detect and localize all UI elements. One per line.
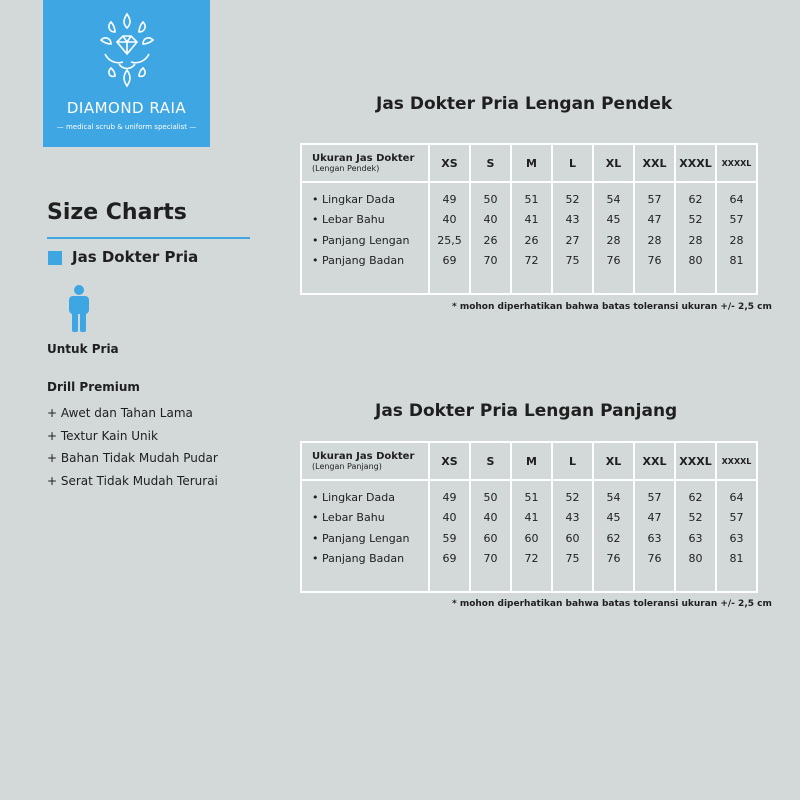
table-row (302, 549, 756, 570)
table-cell: 57 (729, 511, 744, 525)
table-cell: 76 (594, 549, 635, 570)
table-title: Jas Dokter Pria Lengan Panjang (375, 401, 678, 421)
table-header-label: Ukuran Jas Dokter (Lengan Pendek) (302, 145, 430, 183)
table-cell: 49 (430, 183, 471, 210)
size-header: XL (594, 443, 635, 481)
table-cell: 43 (553, 508, 594, 529)
table-cell: 75 (553, 251, 594, 272)
feature-item: + Serat Tidak Mudah Terurai (47, 473, 218, 488)
table-cell: 57 (635, 183, 676, 210)
table-cell: 52 (553, 183, 594, 210)
row-label: • Panjang Badan (302, 549, 430, 570)
row-label: • Lingkar Dada (302, 481, 430, 508)
table-cell: 50 (471, 481, 512, 508)
table-cell: 45 (594, 508, 635, 529)
table-cell: 63 (676, 528, 717, 549)
table-cell: 72 (512, 251, 553, 272)
table-cell: 40 (471, 508, 512, 529)
table-cell: 27 (553, 230, 594, 251)
category-square-icon (48, 251, 62, 265)
table-cell: 47 (635, 508, 676, 529)
gender-label: Untuk Pria (47, 342, 119, 356)
table-row (302, 230, 756, 251)
feature-item: + Textur Kain Unik (47, 428, 158, 443)
table-cell: 52 (676, 210, 717, 231)
size-header: XXXXL (717, 145, 756, 183)
table-cell: 80 (676, 251, 717, 272)
category-label: Jas Dokter Pria (72, 248, 199, 266)
table-cell: 57 (635, 481, 676, 508)
table-cell: 81 (729, 552, 744, 566)
size-header: S (471, 145, 512, 183)
row-label: • Panjang Badan (302, 251, 430, 272)
row-label: • Lebar Bahu (302, 210, 430, 231)
table-cell: 54 (594, 183, 635, 210)
table-cell: 60 (553, 528, 594, 549)
row-label: • Panjang Lengan (302, 528, 430, 549)
table-cell: 63 (635, 528, 676, 549)
size-header: XXXL (676, 145, 717, 183)
table-cell: 41 (512, 210, 553, 231)
table-cell: 49 (430, 481, 471, 508)
table-spacer-row (302, 271, 756, 293)
table-cell: 52 (676, 508, 717, 529)
table-cell: 40 (471, 210, 512, 231)
row-label: • Lingkar Dada (302, 183, 430, 210)
table-cell: 43 (553, 210, 594, 231)
table-row (302, 481, 756, 508)
table-cell: 28 (635, 230, 676, 251)
table-cell: 25,5 (430, 230, 471, 251)
size-header: M (512, 145, 553, 183)
diamond-logo-icon (97, 8, 157, 94)
table-cell: 47 (635, 210, 676, 231)
size-header: XL (594, 145, 635, 183)
brand-name: DIAMOND RAIA (66, 99, 187, 117)
table-cell: 28 (729, 233, 744, 247)
table-cell: 62 (676, 481, 717, 508)
table-cell: 57 (729, 213, 744, 227)
size-table-long-sleeve (300, 441, 758, 593)
table-cell: 64 (729, 490, 744, 504)
size-header: M (512, 443, 553, 481)
table-header-label: Ukuran Jas Dokter (Lengan Panjang) (302, 443, 430, 481)
table-row (302, 210, 756, 231)
table-cell: 63 (729, 531, 744, 545)
table-cell: 52 (553, 481, 594, 508)
table-cell: 60 (512, 528, 553, 549)
table-cell: 70 (471, 251, 512, 272)
table-cell: 75 (553, 549, 594, 570)
size-header: S (471, 443, 512, 481)
table-cell: 76 (594, 251, 635, 272)
size-header: L (553, 443, 594, 481)
fabric-title: Drill Premium (47, 380, 140, 394)
size-table-short-sleeve (300, 143, 758, 295)
size-header: XXXXL (717, 443, 756, 481)
table-cell: 51 (512, 183, 553, 210)
table-row (302, 508, 756, 529)
table-cell: 81 (729, 254, 744, 268)
table-cell: 64 (729, 192, 744, 206)
table-cell: 28 (594, 230, 635, 251)
page-heading: Size Charts (47, 200, 187, 225)
table-cell: 69 (430, 549, 471, 570)
table-spacer-row (302, 569, 756, 591)
table-cell: 72 (512, 549, 553, 570)
size-header: XXXL (676, 443, 717, 481)
table-cell: 41 (512, 508, 553, 529)
table-cell: 80 (676, 549, 717, 570)
size-header: XS (430, 145, 471, 183)
size-header: XXL (635, 443, 676, 481)
table-cell: 40 (430, 210, 471, 231)
table-cell: 62 (594, 528, 635, 549)
table-cell: 54 (594, 481, 635, 508)
table-cell: 69 (430, 251, 471, 272)
table-cell: 60 (471, 528, 512, 549)
size-header: XXL (635, 145, 676, 183)
table-cell: 62 (676, 183, 717, 210)
table-cell: 70 (471, 549, 512, 570)
table-cell: 26 (471, 230, 512, 251)
table-cell: 50 (471, 183, 512, 210)
feature-item: + Bahan Tidak Mudah Pudar (47, 451, 218, 465)
table-title: Jas Dokter Pria Lengan Pendek (376, 94, 673, 114)
feature-list (47, 406, 218, 496)
male-person-icon (66, 285, 92, 333)
table-row (302, 528, 756, 549)
size-header: L (553, 145, 594, 183)
tolerance-note: * mohon diperhatikan bahwa batas toleransi ukuran +/- 2,5 cm (452, 302, 772, 312)
table-row (302, 251, 756, 272)
table-cell: 59 (430, 528, 471, 549)
size-header: XS (430, 443, 471, 481)
table-row (302, 183, 756, 210)
table-cell: 51 (512, 481, 553, 508)
table-cell: 28 (676, 230, 717, 251)
table-cell: 45 (594, 210, 635, 231)
brand-tagline: — medical scrub & uniform specialist — (56, 123, 197, 131)
row-label: • Lebar Bahu (302, 508, 430, 529)
table-cell: 26 (512, 230, 553, 251)
table-cell: 40 (430, 508, 471, 529)
table-cell: 76 (635, 549, 676, 570)
table-cell: 76 (635, 251, 676, 272)
feature-item: + Awet dan Tahan Lama (47, 406, 193, 420)
row-label: • Panjang Lengan (302, 230, 430, 251)
heading-divider (47, 237, 250, 239)
brand-logo (43, 0, 210, 147)
tolerance-note: * mohon diperhatikan bahwa batas toleransi ukuran +/- 2,5 cm (452, 599, 772, 609)
